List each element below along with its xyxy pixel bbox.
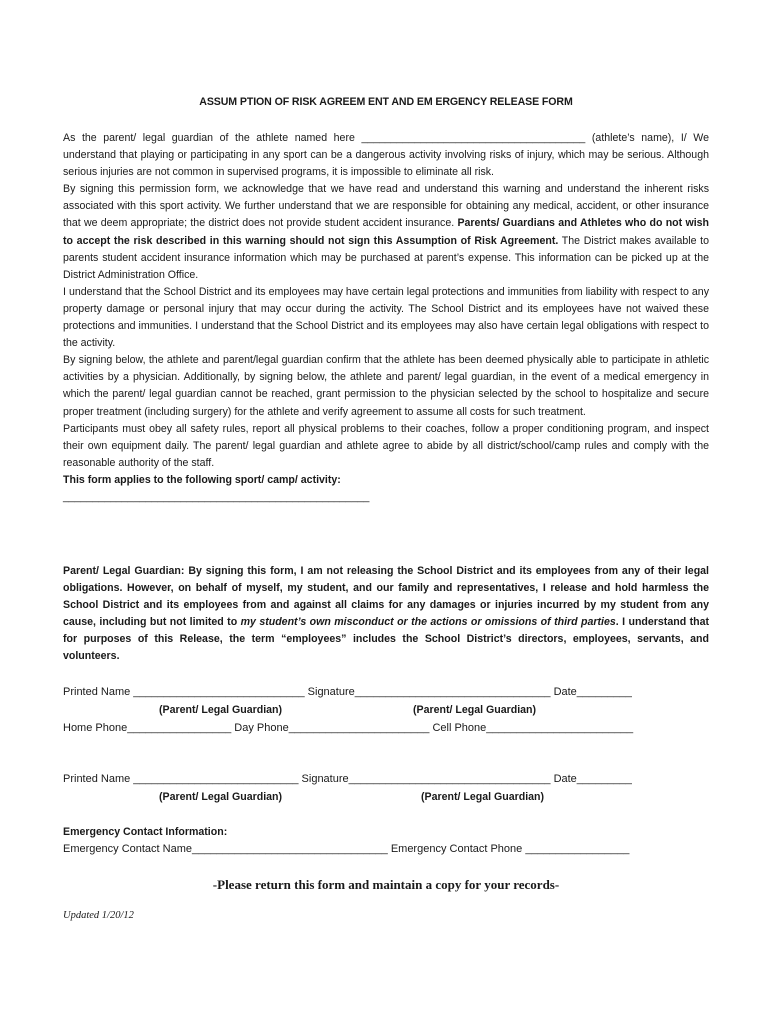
updated-date: Updated 1/20/12 <box>63 910 134 921</box>
release-text-b: . I understand that for purposes of this Release, the term “employees” includes the School District’s directors, employees, servants, and volunteers. <box>63 616 709 663</box>
paragraph-safety-rules: Participants must obey all safety rules, report all physical problems to their coaches, follow a proper conditioning program, and inspect their own equipment daily. The parent/ legal guardian and athlete agree to abide by all district/school/camp rules and comply with the reasonable authority of the staff. <box>63 422 709 469</box>
phone-row[interactable]: Home Phone_________________ Day Phone_______________________ Cell Phone________________________ <box>63 722 634 734</box>
sport-activity-field[interactable]: ____________________________________________________ <box>63 490 370 503</box>
printed-name-label-1: (Parent/ Legal Guardian) <box>159 704 283 716</box>
guardian-release-notice <box>63 563 709 666</box>
emergency-contact-heading: Emergency Contact Information: <box>63 826 228 838</box>
paragraph-medical: By signing below, the athlete and parent/legal guardian confirm that the athlete has been deemed physically able to participate in athletic activities by a physician. Additionally, by signing below, the athlete and parent/ legal guardian, in the event of a medical emergency in which the parent/ legal guardian cannot be reached, grant permission to the physician selected by the school to hospitalize and secure proper treatment (including surgery) for the athlete and verify agreement to assume all costs for such treatment. <box>63 354 709 418</box>
printed-name-label-2: (Parent/ Legal Guardian) <box>159 791 283 803</box>
signature-row-2[interactable]: Printed Name ___________________________ Signature_________________________________ Date_________ <box>63 773 632 785</box>
sport-activity-label: This form applies to the following sport/ camp/ activity: <box>63 473 341 486</box>
permission-text-a: By signing this permission form, we acknowledge that we have read and understand this warning and understand the inherent risks associated with this sport activity. We further understand that we are responsible for obtaining any medical, accident, or other insurance that we deem appropriate; the district does not provide student accident insurance. <box>63 183 709 230</box>
release-text-a: Parent/ Legal Guardian: By signing this form, I am not releasing the School District and its employees from any of their legal obligations. However, on behalf of myself, my student, and our family and representatives, I release and hold harmless the School District and its employees from and against all claims for any damages or injuries incurred by my student from any cause, including but not limited to <box>63 565 709 629</box>
paragraph-risk-intro: As the parent/ legal guardian of the athlete named here ______________________________________ (athlete’s name), I/ We understand that playing or participating in any sport can be a dangerous activity involving risks of injury, which may be serious. Although serious injuries are not common in supervised programs, it is impossible to eliminate all risk. <box>63 132 709 179</box>
emergency-contact-row[interactable]: Emergency Contact Name________________________________ Emergency Contact Phone _________________ <box>63 843 630 855</box>
signature-row-1[interactable]: Printed Name ____________________________ Signature________________________________ Date_________ <box>63 686 632 698</box>
permission-text-b: The District makes available to parents student accident insurance information which may be purchased at parent’s expense. This information can be picked up at the District Administration Office. <box>63 234 709 281</box>
paragraph-permission <box>63 181 709 284</box>
release-text-italic: my student’s own misconduct or the actions or omissions of third parties <box>240 616 616 629</box>
return-form-note: -Please return this form and maintain a copy for your records- <box>212 877 560 892</box>
paragraph-immunities: I understand that the School District and its employees may have certain legal protections and immunities from liability with respect to any property damage or personal injury that may occur during the activity. The School District and its employees have not waived these protections and immunities. I understand that the School District and its employees may also have certain legal obligations with respect to the activity. <box>63 285 709 350</box>
signature-label-1: (Parent/ Legal Guardian) <box>413 704 537 716</box>
permission-warning: Parents/ Guardians and Athletes who do not wish to accept the risk described in this warning should not sign this Assumption of Risk Agreement. <box>63 217 709 247</box>
signature-label-2: (Parent/ Legal Guardian) <box>421 791 545 803</box>
form-body <box>63 130 709 506</box>
form-title: ASSUM PTION OF RISK AGREEM ENT AND EM ERGENCY RELEASE FORM <box>199 96 573 108</box>
